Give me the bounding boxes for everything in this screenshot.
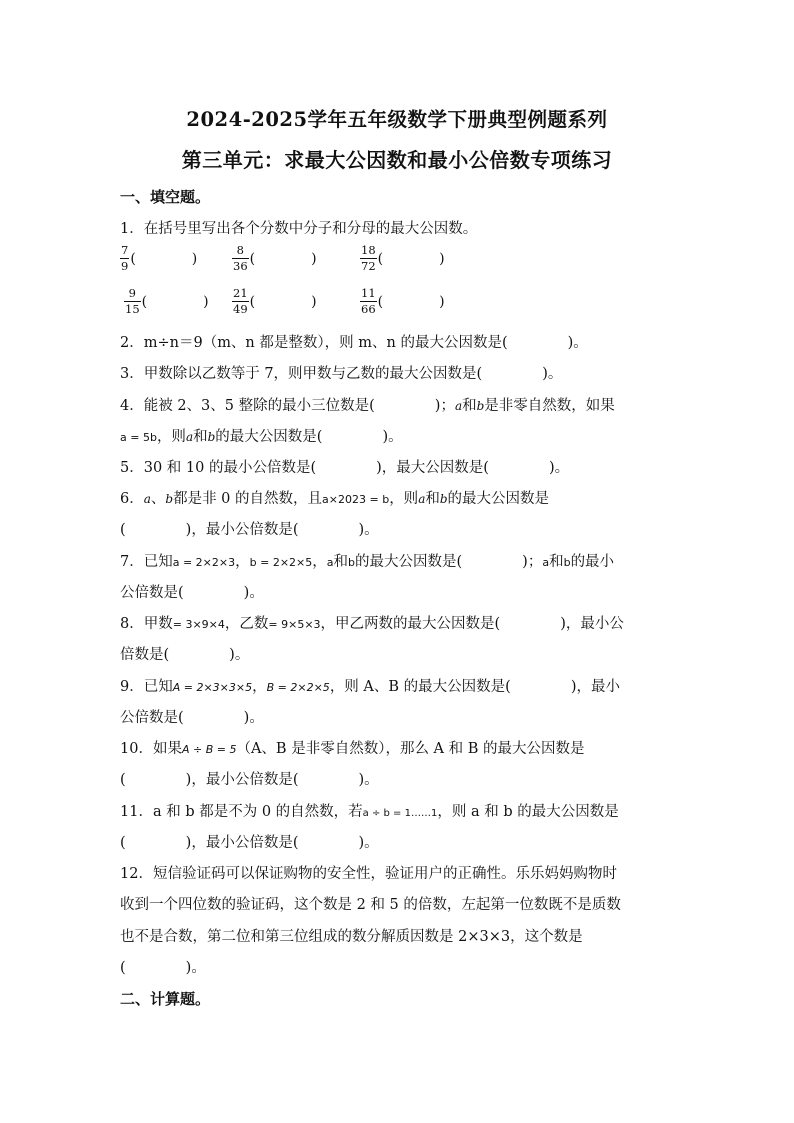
answer-blank[interactable]: ( ) <box>130 250 198 267</box>
fraction: $\frac{9}{15}$ <box>125 286 140 316</box>
question-6-line-2: ( )，最小公倍数是( )。 <box>120 522 379 538</box>
question-3: 3．甲数除以乙数等于 7，则甲数与乙数的最大公因数是( )。 <box>120 366 563 382</box>
question-4-line-1: 4．能被 2、3、5 整除的最小三位数是( )；a和b是非零自然数，如果 <box>120 398 615 414</box>
fraction: $\frac{18}{72}$ <box>361 243 376 273</box>
question-1-text: 1．在括号里写出各个分数中分子和分母的最大公因数。 <box>120 221 478 237</box>
question-7-line-1: 7．已知a = 2×2×3，b = 2×2×5，a和b的最大公因数是( )；a和b的最小 <box>120 554 615 570</box>
fraction-row-1 <box>120 243 680 283</box>
section-heading-calculation: 二、计算题。 <box>120 990 211 1008</box>
question-12-line-1: 12．短信验证码可以保证购物的安全性，验证用户的正确性。乐乐妈妈购物时 <box>120 866 617 882</box>
answer-blank[interactable]: ( ) <box>249 250 317 267</box>
question-10-line-1: 10．如果A ÷ B = 5（A、B 是非零自然数），那么 A 和 B 的最大公因数是 <box>120 741 585 757</box>
question-7-line-2: 公倍数是( )。 <box>120 585 264 601</box>
fraction-item <box>124 286 209 326</box>
fraction-item <box>360 243 445 283</box>
page-subtitle: 第三单元：求最大公因数和最小公倍数专项练习 <box>181 148 613 172</box>
question-11-line-2: ( )，最小公倍数是( )。 <box>120 835 379 851</box>
section-heading-fill-in: 一、填空题。 <box>120 188 211 206</box>
answer-blank[interactable]: ( ) <box>377 293 445 310</box>
fraction-item <box>120 243 197 283</box>
question-12-line-2: 收到一个四位数的验证码，这个数是 2 和 5 的倍数，左起第一位数既不是质数 <box>120 897 621 913</box>
fraction-item <box>232 243 317 283</box>
answer-blank[interactable]: ( ) <box>377 250 445 267</box>
fraction: $\frac{7}{9}$ <box>121 243 129 273</box>
fraction-item <box>360 286 445 326</box>
question-8-line-2: 倍数是( )。 <box>120 647 250 663</box>
question-12-line-3: 也不是合数，第二位和第三位组成的数分解质因数是 2×3×3，这个数是 <box>120 929 583 945</box>
question-12-line-4: ( )。 <box>120 960 206 976</box>
fraction-row-2 <box>120 286 680 326</box>
question-4-line-2: a = 5b，则a和b的最大公因数是( )。 <box>120 429 403 445</box>
fraction: $\frac{21}{49}$ <box>233 286 248 316</box>
fraction: $\frac{11}{66}$ <box>361 286 376 316</box>
question-6-line-1: 6．a、b都是非 0 的自然数，且a×2023 = b，则a和b的最大公因数是 <box>120 491 550 507</box>
question-2: 2．m÷n＝9（m、n 都是整数），则 m、n 的最大公因数是( )。 <box>120 335 588 351</box>
fraction: $\frac{8}{36}$ <box>233 243 248 273</box>
answer-blank[interactable]: ( ) <box>249 293 317 310</box>
page-title: 2024-2025学年五年级数学下册典型例题系列 <box>186 108 608 131</box>
answer-blank[interactable]: ( ) <box>141 293 209 310</box>
question-8-line-1: 8．甲数= 3×9×4，乙数= 9×5×3，甲乙两数的最大公因数是( )，最小公 <box>120 616 624 632</box>
question-9-line-1: 9．已知A = 2×3×3×5，B = 2×2×5，则 A、B 的最大公因数是( )，最小 <box>120 679 620 695</box>
fraction-item <box>232 286 317 326</box>
question-9-line-2: 公倍数是( )。 <box>120 710 264 726</box>
question-10-line-2: ( )，最小公倍数是( )。 <box>120 772 379 788</box>
question-5: 5．30 和 10 的最小公倍数是( )，最大公因数是( )。 <box>120 460 570 476</box>
question-11-line-1: 11．a 和 b 都是不为 0 的自然数，若a ÷ b = 1……1，则 a 和 b 的最大公因数是 <box>120 804 619 820</box>
